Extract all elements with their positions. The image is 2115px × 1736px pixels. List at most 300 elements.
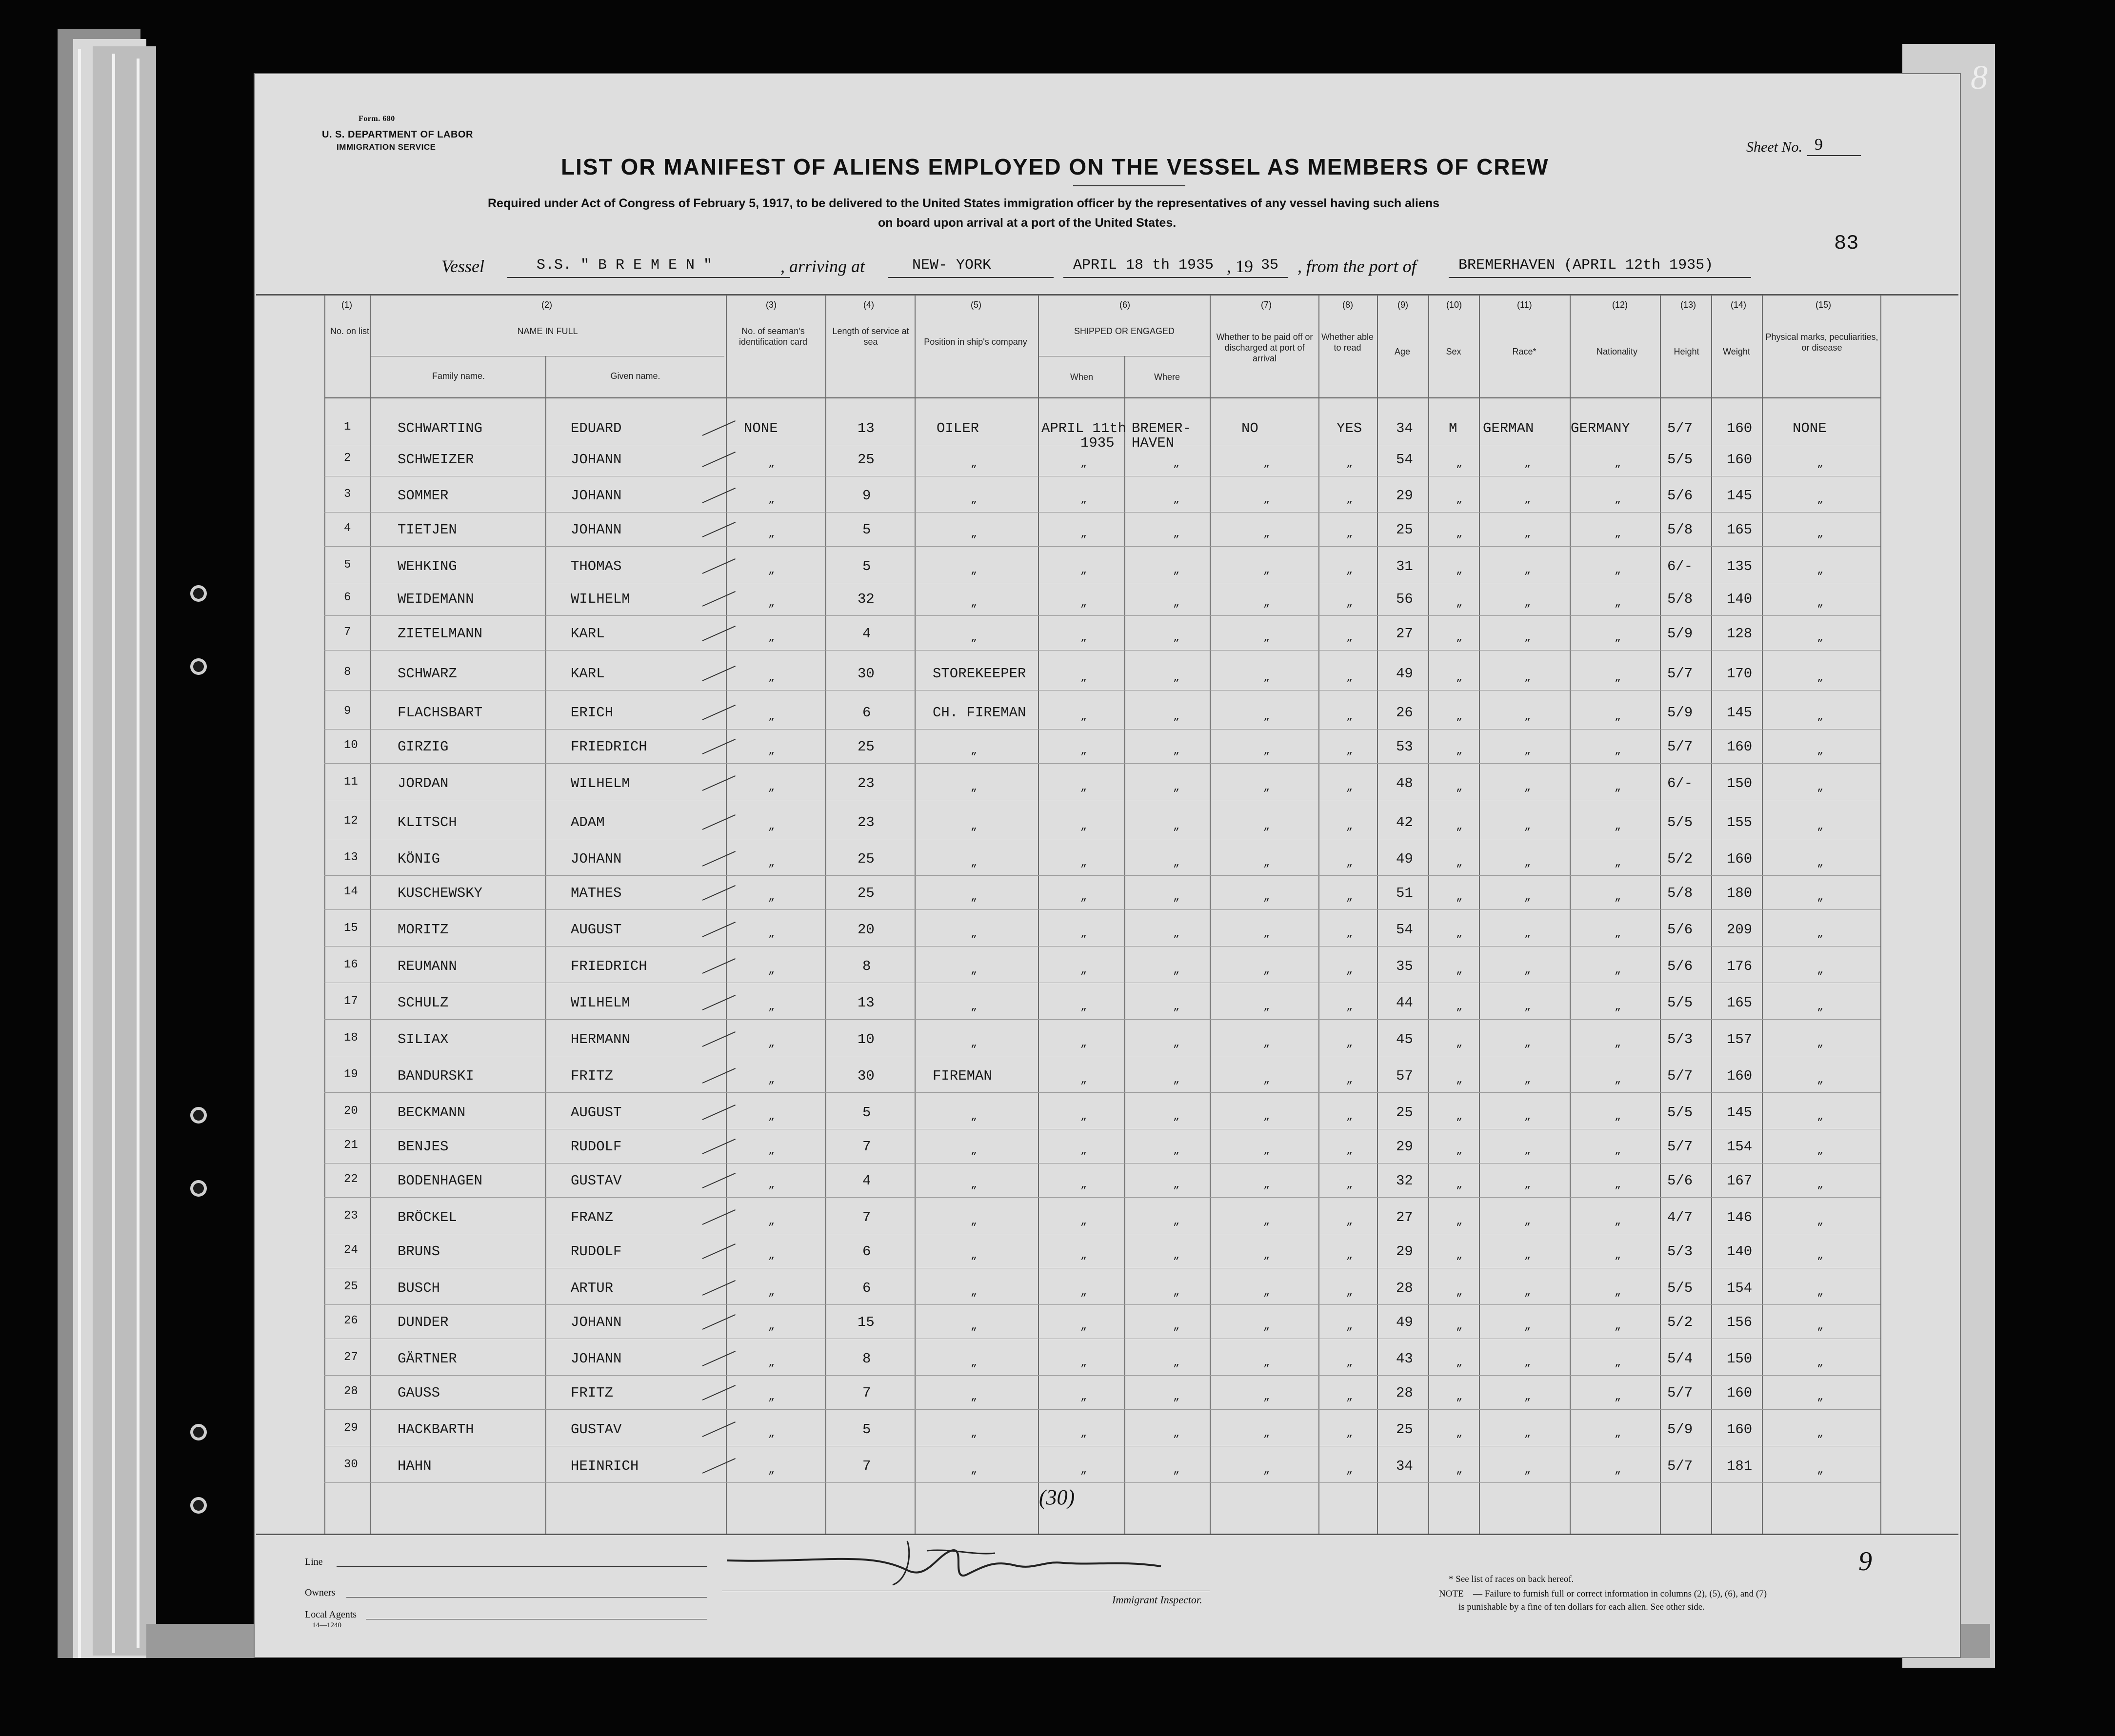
vessel-underline — [507, 277, 790, 278]
weight: 160 — [1727, 420, 1753, 436]
ditto-mark: „ — [1524, 745, 1531, 757]
column-rule — [1428, 295, 1429, 1534]
punch-hole — [190, 585, 207, 602]
column-number: (6) — [1119, 300, 1130, 310]
family-name: BANDURSKI — [398, 1068, 474, 1084]
ditto-mark: „ — [1615, 781, 1621, 793]
height: 5/3 — [1667, 1243, 1693, 1260]
length-of-service: 5 — [862, 1105, 871, 1121]
row-number: 12 — [344, 814, 358, 828]
ditto-mark: „ — [1615, 745, 1621, 757]
table-header-rule — [324, 397, 1880, 398]
position-in-company: FIREMAN — [933, 1068, 992, 1084]
row-rule — [324, 615, 1880, 616]
given-name: KARL — [571, 666, 605, 682]
punch-hole — [190, 1497, 207, 1514]
height: 5/3 — [1667, 1031, 1693, 1047]
row-number: 1 — [344, 420, 351, 434]
weight: 128 — [1727, 626, 1753, 642]
note-label: NOTE — [1439, 1589, 1464, 1599]
ditto-mark: „ — [1524, 528, 1531, 540]
ditto-mark: „ — [1524, 631, 1531, 644]
ditto-mark: „ — [768, 1037, 775, 1049]
footer-form-code: 14—1240 — [312, 1621, 341, 1629]
footer-agents-label: Local Agents — [305, 1609, 357, 1620]
col-name-in-full: NAME IN FULL — [517, 326, 578, 336]
height: 5/8 — [1667, 885, 1693, 901]
ditto-mark: „ — [1173, 493, 1180, 506]
length-of-service: 25 — [858, 851, 875, 867]
length-of-service: 15 — [858, 1314, 875, 1330]
shipped-when-line-1: APRIL 11th — [1041, 420, 1127, 436]
ditto-mark: „ — [1263, 1249, 1270, 1262]
ditto-mark: „ — [1817, 857, 1824, 869]
column-rule — [1479, 295, 1480, 1534]
weight: 146 — [1727, 1209, 1753, 1225]
row-number: 25 — [344, 1280, 358, 1293]
col-no-on-list: No. on list — [330, 326, 370, 336]
height: 5/9 — [1667, 705, 1693, 721]
col-paid-off: Whether to be paid off or discharged at port of arrival — [1216, 332, 1313, 363]
age: 27 — [1396, 1209, 1413, 1225]
ditto-mark: „ — [971, 564, 978, 576]
height: 5/5 — [1667, 1280, 1693, 1296]
height: 6/- — [1667, 775, 1693, 791]
ditto-mark: „ — [1817, 1427, 1824, 1440]
ditto-mark: „ — [971, 745, 978, 757]
given-name: MATHES — [571, 885, 622, 901]
ditto-mark: „ — [1080, 493, 1087, 506]
arriving-value: NEW- YORK — [912, 257, 992, 274]
given-name: FRIEDRICH — [571, 958, 647, 974]
ditto-mark: „ — [1346, 964, 1353, 976]
length-of-service: 23 — [858, 775, 875, 791]
ditto-mark: „ — [1346, 1001, 1353, 1013]
ditto-mark: „ — [1817, 1144, 1824, 1157]
ditto-mark: „ — [971, 1110, 978, 1123]
column-number: (9) — [1397, 300, 1408, 310]
family-name: BENJES — [398, 1139, 449, 1155]
age: 31 — [1396, 558, 1413, 574]
ditto-mark: „ — [971, 1357, 978, 1369]
family-name: WEHKING — [398, 558, 457, 574]
height: 6/- — [1667, 558, 1693, 574]
ditto-mark: „ — [1080, 781, 1087, 793]
family-name: SCHWEIZER — [398, 452, 474, 468]
col-age: Age — [1394, 347, 1411, 356]
age: 57 — [1396, 1068, 1413, 1084]
ditto-mark: „ — [768, 457, 775, 470]
ditto-mark: „ — [1615, 857, 1621, 869]
column-rule — [545, 356, 546, 1534]
column-number: (2) — [541, 300, 552, 310]
length-of-service: 5 — [862, 522, 871, 538]
ditto-mark: „ — [1346, 857, 1353, 869]
row-number: 23 — [344, 1209, 358, 1223]
ditto-mark: „ — [1817, 1249, 1824, 1262]
ditto-mark: „ — [1080, 1286, 1087, 1298]
ditto-mark: „ — [1173, 710, 1180, 723]
weight: 180 — [1727, 885, 1753, 901]
length-of-service: 25 — [858, 885, 875, 901]
ditto-mark: „ — [1263, 1464, 1270, 1476]
able-read-value: YES — [1337, 420, 1362, 436]
page-title: LIST OR MANIFEST OF ALIENS EMPLOYED ON THE VESSEL AS MEMBERS OF CREW — [561, 154, 1549, 179]
column-rule — [1570, 295, 1571, 1534]
weight: 155 — [1727, 814, 1753, 830]
ditto-mark: „ — [1615, 1427, 1621, 1440]
ditto-mark: „ — [1080, 1001, 1087, 1013]
ditto-mark: „ — [1615, 964, 1621, 976]
length-of-service: 4 — [862, 1173, 871, 1189]
column-number: (11) — [1517, 300, 1532, 310]
ditto-mark: „ — [1173, 631, 1180, 644]
col-height: Height — [1674, 347, 1699, 356]
ditto-mark: „ — [1346, 457, 1353, 470]
nationality-value: GERMANY — [1571, 420, 1630, 436]
ditto-mark: „ — [1615, 927, 1621, 940]
ditto-mark: „ — [768, 1464, 775, 1476]
ditto-mark: „ — [768, 964, 775, 976]
ditto-mark: „ — [1173, 1179, 1180, 1191]
ditto-mark: „ — [971, 964, 978, 976]
ditto-mark: „ — [971, 1320, 978, 1332]
ditto-mark: „ — [1346, 1074, 1353, 1086]
weight: 165 — [1727, 522, 1753, 538]
ditto-mark: „ — [1080, 631, 1087, 644]
height: 5/7 — [1667, 420, 1693, 436]
ditto-mark: „ — [1173, 781, 1180, 793]
ditto-mark: „ — [1524, 1249, 1531, 1262]
column-number: (4) — [863, 300, 874, 310]
given-name: AUGUST — [571, 1105, 622, 1121]
given-name: ERICH — [571, 705, 614, 721]
ditto-mark: „ — [1080, 1215, 1087, 1227]
ditto-mark: „ — [1080, 1427, 1087, 1440]
ditto-mark: „ — [1263, 710, 1270, 723]
ditto-mark: „ — [1080, 1249, 1087, 1262]
ditto-mark: „ — [1346, 493, 1353, 506]
ditto-mark: „ — [1456, 671, 1463, 684]
ditto-mark: „ — [768, 1391, 775, 1403]
ditto-mark: „ — [971, 820, 978, 832]
ditto-mark: „ — [1524, 457, 1531, 470]
ditto-mark: „ — [971, 1144, 978, 1157]
height: 5/5 — [1667, 1105, 1693, 1121]
age: 29 — [1396, 488, 1413, 504]
position-in-company: CH. FIREMAN — [933, 705, 1026, 721]
given-name: EDUARD — [571, 420, 622, 436]
ditto-mark: „ — [1346, 927, 1353, 940]
family-name: BRÖCKEL — [398, 1209, 457, 1225]
ditto-mark: „ — [1173, 1427, 1180, 1440]
ditto-mark: „ — [1456, 745, 1463, 757]
ditto-mark: „ — [1524, 1286, 1531, 1298]
family-name: BODENHAGEN — [398, 1173, 483, 1189]
from-port-value: BREMERHAVEN (APRIL 12th 1935) — [1458, 257, 1714, 274]
ditto-mark: „ — [1456, 1144, 1463, 1157]
ditto-mark: „ — [1346, 1286, 1353, 1298]
col-given-name: Given name. — [610, 371, 660, 381]
ditto-mark: „ — [1080, 1320, 1087, 1332]
inspector-label: Immigrant Inspector. — [1112, 1594, 1202, 1606]
ditto-mark: „ — [971, 597, 978, 609]
ditto-mark: „ — [1817, 597, 1824, 609]
page-mark: 9 — [1858, 1546, 1872, 1577]
height: 5/7 — [1667, 1458, 1693, 1474]
sex-value: M — [1449, 420, 1457, 436]
ditto-mark: „ — [1263, 1179, 1270, 1191]
given-name: JOHANN — [571, 1314, 622, 1330]
col-position: Position in ship's company — [924, 337, 1027, 347]
row-number: 15 — [344, 922, 358, 935]
ditto-mark: „ — [1263, 1215, 1270, 1227]
department-label: U. S. DEPARTMENT OF LABOR — [322, 129, 473, 140]
ditto-mark: „ — [768, 1110, 775, 1123]
ditto-mark: „ — [1080, 671, 1087, 684]
age: 34 — [1396, 420, 1413, 436]
length-of-service: 23 — [858, 814, 875, 830]
ditto-mark: „ — [768, 745, 775, 757]
ditto-mark: „ — [1080, 1110, 1087, 1123]
height: 5/5 — [1667, 814, 1693, 830]
age: 25 — [1396, 522, 1413, 538]
length-of-service: 8 — [862, 1351, 871, 1367]
row-number: 8 — [344, 666, 351, 679]
weight: 135 — [1727, 558, 1753, 574]
height: 5/7 — [1667, 739, 1693, 755]
ditto-mark: „ — [1263, 528, 1270, 540]
length-of-service: 30 — [858, 1068, 875, 1084]
ditto-mark: „ — [1080, 597, 1087, 609]
row-rule — [324, 546, 1880, 547]
ditto-mark: „ — [1615, 493, 1621, 506]
ditto-mark: „ — [768, 1215, 775, 1227]
family-name: SCHWARZ — [398, 666, 457, 682]
page-edge-line — [137, 59, 140, 1648]
given-name: HERMANN — [571, 1031, 630, 1047]
ditto-mark: „ — [1615, 1391, 1621, 1403]
ditto-mark: „ — [768, 710, 775, 723]
age: 28 — [1396, 1280, 1413, 1296]
weight: 165 — [1727, 995, 1753, 1011]
ditto-mark: „ — [1263, 457, 1270, 470]
ditto-mark: „ — [1346, 1037, 1353, 1049]
length-of-service: 20 — [858, 922, 875, 938]
column-rule — [825, 295, 826, 1534]
weight: 160 — [1727, 452, 1753, 468]
ditto-mark: „ — [1456, 1464, 1463, 1476]
ditto-mark: „ — [1263, 631, 1270, 644]
column-number: (8) — [1342, 300, 1353, 310]
given-name: THOMAS — [571, 558, 622, 574]
ditto-mark: „ — [1263, 745, 1270, 757]
ditto-mark: „ — [1346, 1391, 1353, 1403]
ditto-mark: „ — [1524, 1427, 1531, 1440]
ditto-mark: „ — [1615, 671, 1621, 684]
length-of-service: 25 — [858, 739, 875, 755]
ditto-mark: „ — [1456, 781, 1463, 793]
given-name: WILHELM — [571, 775, 630, 791]
row-number: 10 — [344, 739, 358, 752]
length-of-service: 6 — [862, 1280, 871, 1296]
ditto-mark: „ — [1263, 493, 1270, 506]
inspector-signature — [722, 1536, 1185, 1590]
age: 49 — [1396, 851, 1413, 867]
given-name: HEINRICH — [571, 1458, 639, 1474]
weight: 160 — [1727, 851, 1753, 867]
family-name: REUMANN — [398, 958, 457, 974]
ditto-mark: „ — [1456, 1286, 1463, 1298]
ditto-mark: „ — [971, 493, 978, 506]
row-number: 11 — [344, 775, 358, 789]
ditto-mark: „ — [1080, 891, 1087, 903]
ditto-mark: „ — [1173, 564, 1180, 576]
column-rule — [1318, 295, 1319, 1534]
ditto-mark: „ — [1524, 564, 1531, 576]
row-rule — [324, 763, 1880, 764]
ditto-mark: „ — [1346, 745, 1353, 757]
given-name: JOHANN — [571, 488, 622, 504]
footnote-races: * See list of races on back hereof. — [1449, 1574, 1574, 1584]
ditto-mark: „ — [1346, 1110, 1353, 1123]
ditto-mark: „ — [971, 528, 978, 540]
from-port-underline — [1449, 277, 1751, 278]
row-rule — [324, 1019, 1880, 1020]
position-in-company: STOREKEEPER — [933, 666, 1026, 682]
sheet-label: Sheet No. — [1746, 139, 1802, 155]
ditto-mark: „ — [1173, 1320, 1180, 1332]
given-name: ADAM — [571, 814, 605, 830]
row-rule — [324, 875, 1880, 876]
ditto-mark: „ — [1080, 1179, 1087, 1191]
ditto-mark: „ — [971, 1179, 978, 1191]
given-name: AUGUST — [571, 922, 622, 938]
ditto-mark: „ — [768, 631, 775, 644]
given-name: GUSTAV — [571, 1173, 622, 1189]
family-name: SCHWARTING — [398, 420, 483, 436]
ditto-mark: „ — [1346, 1464, 1353, 1476]
footer-owners-rule — [346, 1597, 707, 1598]
age: 42 — [1396, 814, 1413, 830]
ditto-mark: „ — [1263, 964, 1270, 976]
ditto-mark: „ — [1173, 1249, 1180, 1262]
ditto-mark: „ — [1524, 927, 1531, 940]
ditto-mark: „ — [1263, 857, 1270, 869]
ditto-mark: „ — [768, 1001, 775, 1013]
ditto-mark: „ — [1080, 1357, 1087, 1369]
ditto-mark: „ — [1456, 1427, 1463, 1440]
length-of-service: 32 — [858, 591, 875, 607]
ditto-mark: „ — [1817, 1074, 1824, 1086]
ditto-mark: „ — [1263, 1110, 1270, 1123]
row-rule — [324, 729, 1880, 730]
age: 29 — [1396, 1243, 1413, 1260]
ditto-mark: „ — [1615, 1464, 1621, 1476]
length-of-service: 25 — [858, 452, 875, 468]
ditto-mark: „ — [1817, 1357, 1824, 1369]
ditto-mark: „ — [1346, 891, 1353, 903]
column-number: (14) — [1731, 300, 1747, 310]
ditto-mark: „ — [1524, 891, 1531, 903]
ditto-mark: „ — [1263, 1320, 1270, 1332]
column-number: (15) — [1816, 300, 1832, 310]
family-name: TIETJEN — [398, 522, 457, 538]
age: 54 — [1396, 922, 1413, 938]
given-name: FRITZ — [571, 1068, 614, 1084]
ditto-mark: „ — [1080, 927, 1087, 940]
ditto-mark: „ — [1817, 1037, 1824, 1049]
ditto-mark: „ — [1615, 891, 1621, 903]
manifest-page — [254, 73, 1961, 1658]
page-edge-line — [112, 54, 115, 1653]
length-of-service: 6 — [862, 705, 871, 721]
ditto-mark: „ — [1263, 1286, 1270, 1298]
column-rule — [1880, 295, 1881, 1534]
ditto-mark: „ — [1817, 631, 1824, 644]
ditto-mark: „ — [1524, 1037, 1531, 1049]
age: 25 — [1396, 1105, 1413, 1121]
ditto-mark: „ — [1615, 1037, 1621, 1049]
vessel-value: S.S. " B R E M E N " — [537, 257, 713, 274]
row-rule — [324, 512, 1880, 513]
row-number: 27 — [344, 1351, 358, 1364]
ditto-mark: „ — [1173, 927, 1180, 940]
age: 44 — [1396, 995, 1413, 1011]
ditto-mark: „ — [1456, 927, 1463, 940]
ditto-mark: „ — [1817, 781, 1824, 793]
family-name: KLITSCH — [398, 814, 457, 830]
age: 54 — [1396, 452, 1413, 468]
weight: 176 — [1727, 958, 1753, 974]
column-rule — [915, 295, 916, 1534]
total-count-note: (30) — [1039, 1485, 1075, 1509]
family-name: HAHN — [398, 1458, 432, 1474]
family-name: WEIDEMANN — [398, 591, 474, 607]
row-number: 7 — [344, 626, 351, 639]
ditto-mark: „ — [1524, 597, 1531, 609]
shipped-when-line-2: 1935 — [1080, 435, 1115, 451]
height: 5/7 — [1667, 1139, 1693, 1155]
age: 56 — [1396, 591, 1413, 607]
given-name: FRIEDRICH — [571, 739, 647, 755]
column-number: (12) — [1612, 300, 1628, 310]
row-number: 20 — [344, 1105, 358, 1118]
weight: 150 — [1727, 775, 1753, 791]
family-name: KUSCHEWSKY — [398, 885, 483, 901]
row-rule — [324, 946, 1880, 947]
age: 48 — [1396, 775, 1413, 791]
weight: 160 — [1727, 739, 1753, 755]
age: 45 — [1396, 1031, 1413, 1047]
row-rule — [324, 909, 1880, 910]
year-prefix: , 19 — [1227, 256, 1253, 276]
id-card-value: NONE — [744, 420, 778, 436]
height: 5/8 — [1667, 591, 1693, 607]
weight: 154 — [1727, 1280, 1753, 1296]
height: 5/6 — [1667, 958, 1693, 974]
age: 35 — [1396, 958, 1413, 974]
weight: 170 — [1727, 666, 1753, 682]
column-number: (13) — [1680, 300, 1696, 310]
col-shipped-engaged: SHIPPED OR ENGAGED — [1074, 326, 1175, 336]
height: 5/7 — [1667, 666, 1693, 682]
ditto-mark: „ — [1524, 710, 1531, 723]
ditto-mark: „ — [1456, 493, 1463, 506]
ditto-mark: „ — [1524, 1215, 1531, 1227]
col-physical-marks: Physical marks, peculiarities, or disease — [1765, 332, 1878, 353]
ditto-mark: „ — [1173, 1215, 1180, 1227]
